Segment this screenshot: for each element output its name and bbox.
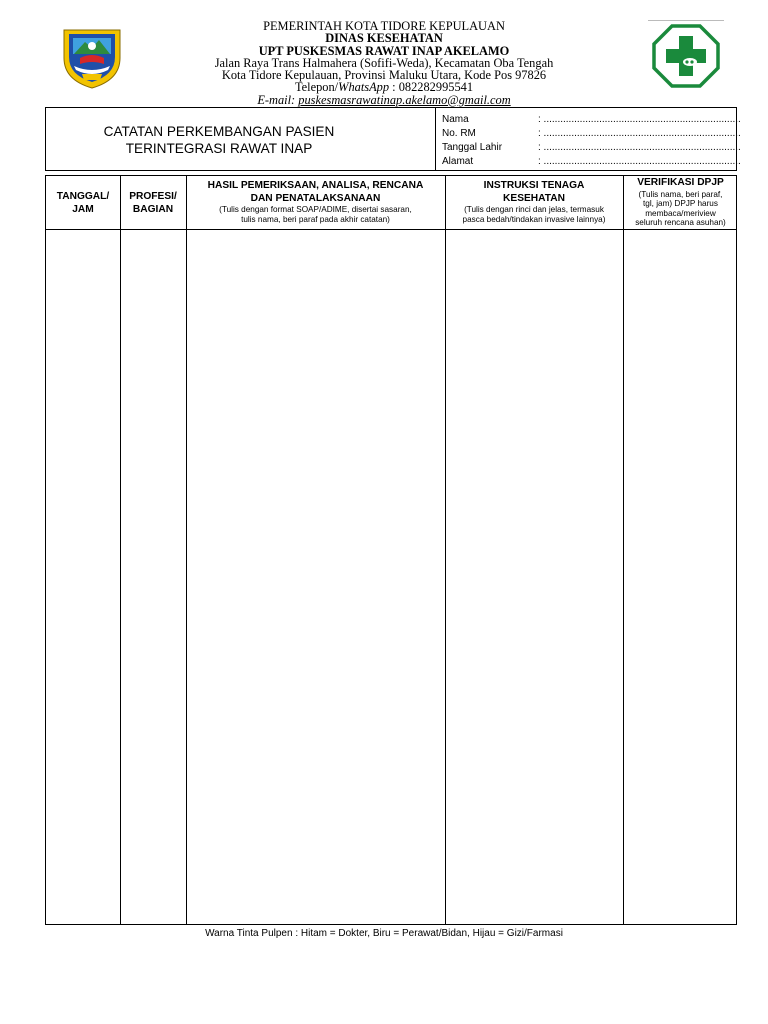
top-rule xyxy=(648,20,724,21)
phone-value: : 082282995541 xyxy=(389,80,474,95)
institution-name: UPT PUSKESMAS RAWAT INAP AKELAMO xyxy=(258,43,510,58)
column-divider xyxy=(186,176,187,924)
column-divider xyxy=(623,176,624,924)
form-title xyxy=(46,123,392,157)
progress-notes-table xyxy=(45,175,737,925)
department-name: DINAS KESEHATAN xyxy=(325,31,443,46)
city-line: Kota Tidore Kepulauan, Provinsi Maluku Utara, Kode Pos 97826 xyxy=(221,68,547,83)
column-divider xyxy=(120,176,121,924)
patient-field-tanggal-lahir[interactable]: Tanggal Lahir : ....................................................................... xyxy=(442,142,741,153)
column-header-verifikasi-dpjp: VERIFIKASI DPJP (Tulis nama, beri paraf, tgl, jam) DPJP harus membaca/meriview seluruh rencana asuhan) xyxy=(635,177,726,228)
email-label: E-mail: xyxy=(257,92,299,107)
patient-field-no-rm[interactable]: No. RM : ....................................................................... xyxy=(442,128,741,139)
address-line: Jalan Raya Trans Halmahera (Sofifi-Weda), Kecamatan Oba Tengah xyxy=(214,55,554,70)
column-header-tanggal-jam: TANGGAL/ JAM xyxy=(56,191,110,215)
header-row-divider xyxy=(46,229,736,230)
city-crest-logo-icon xyxy=(60,24,124,90)
phone-app: WhatsApp xyxy=(338,80,390,95)
column-header-profesi-bagian: PROFESI/ BAGIAN xyxy=(129,191,177,215)
email-link[interactable]: puskesmasrawatinap.akelamo@gmail.com xyxy=(298,92,511,107)
form-title-line2: TERINTEGRASI RAWAT INAP xyxy=(125,141,313,156)
form-title-box xyxy=(45,107,741,171)
column-header-hasil-pemeriksaan: HASIL PEMERIKSAAN, ANALISA, RENCANA DAN PENATALAKSANAAN (Tulis dengan format SOAP/ADIME, disertai sasaran, tulis nama, beri paraf pada akhir catatan) xyxy=(207,180,424,224)
ink-color-note: Warna Tinta Pulpen : Hitam = Dokter, Biru = Perawat/Bidan, Hijau = Gizi/Farmasi xyxy=(205,928,563,939)
email-line xyxy=(150,94,618,106)
letterhead xyxy=(150,20,618,106)
title-divider xyxy=(435,108,436,170)
puskesmas-cross-logo-icon xyxy=(652,24,720,88)
column-header-instruksi: INSTRUKSI TENAGA KESEHATAN (Tulis dengan rinci dan jelas, termasuk pasca bedah/tindakan invasive lainnya) xyxy=(462,180,606,224)
government-name: PEMERINTAH KOTA TIDORE KEPULAUAN xyxy=(263,19,505,33)
form-title-line1: CATATAN PERKEMBANGAN PASIEN xyxy=(103,124,335,139)
patient-field-nama[interactable]: Nama : ....................................................................... xyxy=(442,114,741,125)
column-divider xyxy=(445,176,446,924)
phone-label: Telepon/ xyxy=(294,80,339,95)
patient-field-alamat[interactable]: Alamat : ....................................................................... xyxy=(442,156,741,167)
